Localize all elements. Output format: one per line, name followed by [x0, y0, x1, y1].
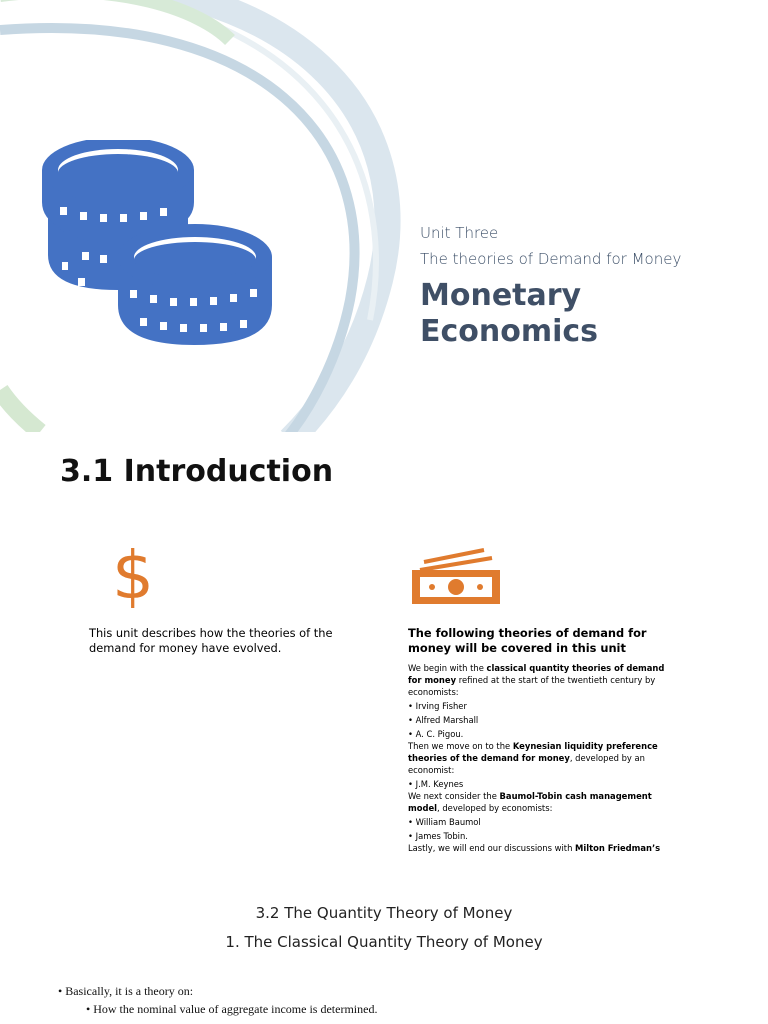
sub-bullet-item: • How the nominal value of aggregate income is determined.	[86, 1002, 378, 1016]
list-item: • James Tobin.	[408, 831, 468, 841]
title-slide	[0, 0, 768, 432]
list-item: • Irving Fisher	[408, 701, 467, 711]
paragraph-baumol-tobin: We next consider the Baumol-Tobin cash management model, developed by economists:	[408, 791, 652, 813]
theories-heading: The following theories of demand for money will be covered in this unit	[408, 626, 647, 655]
course-title	[420, 278, 681, 350]
cash-icon	[410, 548, 502, 608]
slide-title: 3.1 Introduction	[60, 454, 334, 489]
unit-subtitle: The theories of Demand for Money	[420, 250, 682, 268]
dollar-icon: $	[112, 537, 154, 614]
quantity-theory-slide	[0, 900, 768, 1024]
title-block	[420, 220, 681, 350]
unit-label: Unit Three	[420, 224, 499, 242]
course-title-line2: Economics	[420, 314, 599, 349]
theories-list	[408, 662, 678, 854]
course-title-line1: Monetary	[420, 278, 582, 313]
list-item: • Alfred Marshall	[408, 715, 479, 725]
subsection-heading: 1. The Classical Quantity Theory of Money	[225, 933, 543, 951]
list-item: • A. C. Pigou.	[408, 729, 464, 739]
introduction-slide	[0, 432, 768, 900]
paragraph-classical: We begin with the classical quantity theories of demand for money refined at the start of the twentieth century by economists:	[408, 663, 665, 697]
bullet-item: • Basically, it is a theory on:	[58, 984, 194, 998]
list-item: • J.M. Keynes	[408, 779, 464, 789]
coins-icon	[38, 140, 278, 350]
section-heading: 3.2 The Quantity Theory of Money	[255, 904, 513, 922]
list-item: • William Baumol	[408, 817, 481, 827]
unit-description: This unit describes how the theories of the demand for money have evolved.	[89, 626, 333, 655]
paragraph-keynesian: Then we move on to the Keynesian liquidity preference theories of the demand for money, developed by an economist:	[408, 741, 658, 775]
paragraph-friedman: Lastly, we will end our discussions with Milton Friedman’s	[408, 843, 661, 853]
